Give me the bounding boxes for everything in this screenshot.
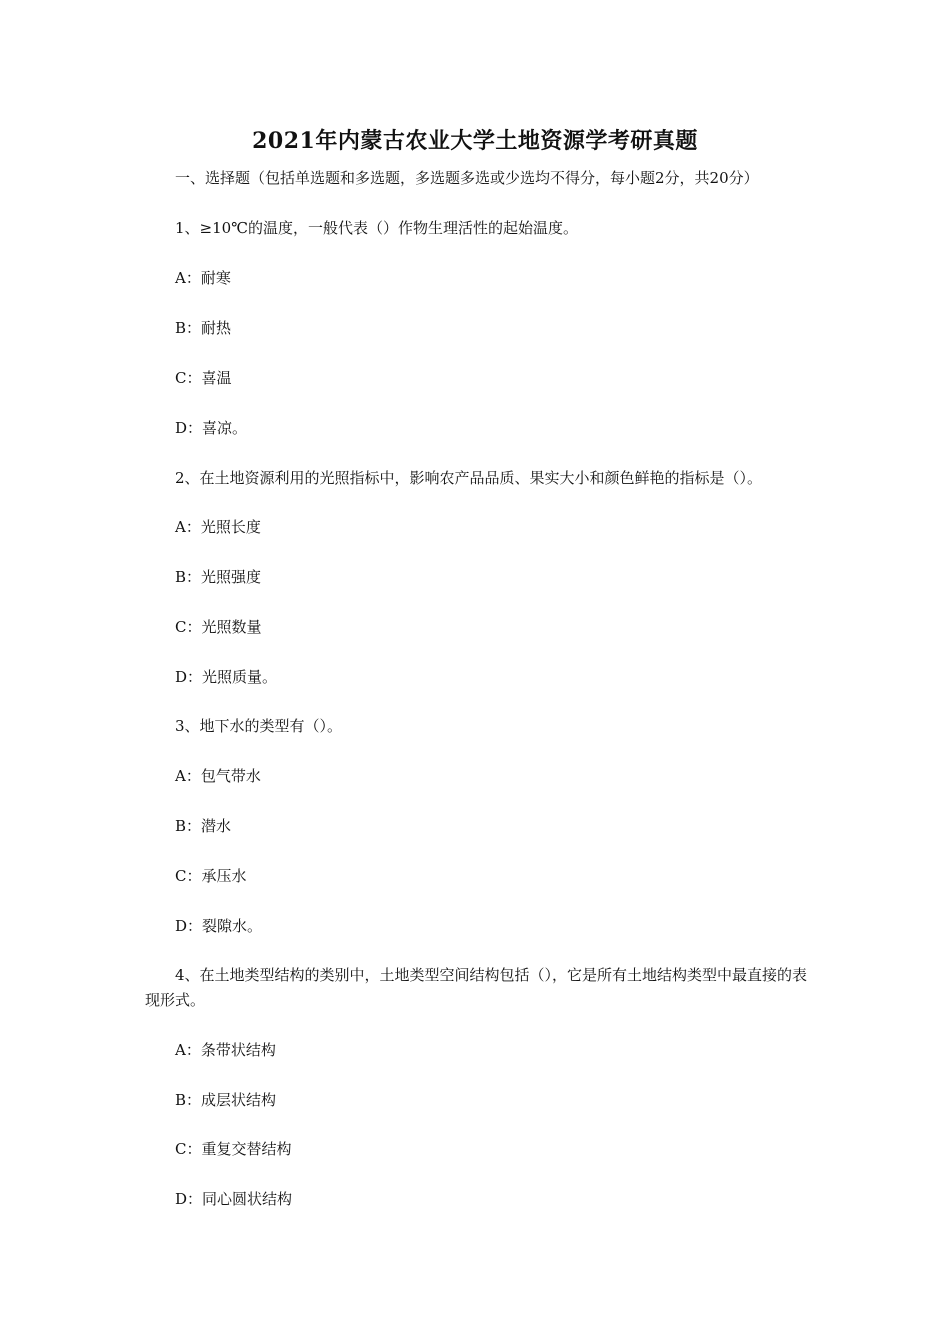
question-4-stem: 4、在土地类型结构的类别中，土地类型空间结构包括（），它是所有土地结构类型中最直接的表现形式。 (145, 966, 808, 1009)
question-1-option-d: D：喜凉。 (175, 419, 248, 437)
question-4-option-c: C：重复交替结构 (175, 1140, 292, 1158)
question-1-option-b: B：耐热 (175, 319, 232, 337)
question-4-option-b: B：成层状结构 (175, 1091, 277, 1109)
question-3-option-a: A：包气带水 (175, 767, 261, 785)
question-2-option-b: B：光照强度 (175, 568, 262, 586)
question-4-option-d: D：同心圆状结构 (175, 1190, 293, 1208)
question-3-option-d: D：裂隙水。 (175, 917, 263, 935)
question-1-option-c: C：喜温 (175, 369, 232, 387)
question-2-stem: 2、在土地资源利用的光照指标中，影响农产品品质、果实大小和颜色鲜艳的指标是（）。 (175, 469, 763, 487)
question-2-option-a: A：光照长度 (175, 518, 261, 536)
question-4-option-a: A：条带状结构 (175, 1041, 276, 1059)
question-3-stem: 3、地下水的类型有（）。 (175, 717, 343, 735)
section-header: 一、选择题（包括单选题和多选题，多选题多选或少选均不得分，每小题2分，共20分） (175, 169, 759, 187)
question-1-stem: 1、≥10℃的温度，一般代表（）作物生理活性的起始温度。 (175, 219, 578, 237)
question-2-option-c: C：光照数量 (175, 618, 262, 636)
question-2-option-d: D：光照质量。 (175, 668, 278, 686)
question-3-option-c: C：承压水 (175, 867, 247, 885)
question-3-option-b: B：潜水 (175, 817, 232, 835)
document-title: 2021年内蒙古农业大学土地资源学考研真题 (252, 128, 698, 154)
question-1-option-a: A：耐寒 (175, 269, 231, 287)
